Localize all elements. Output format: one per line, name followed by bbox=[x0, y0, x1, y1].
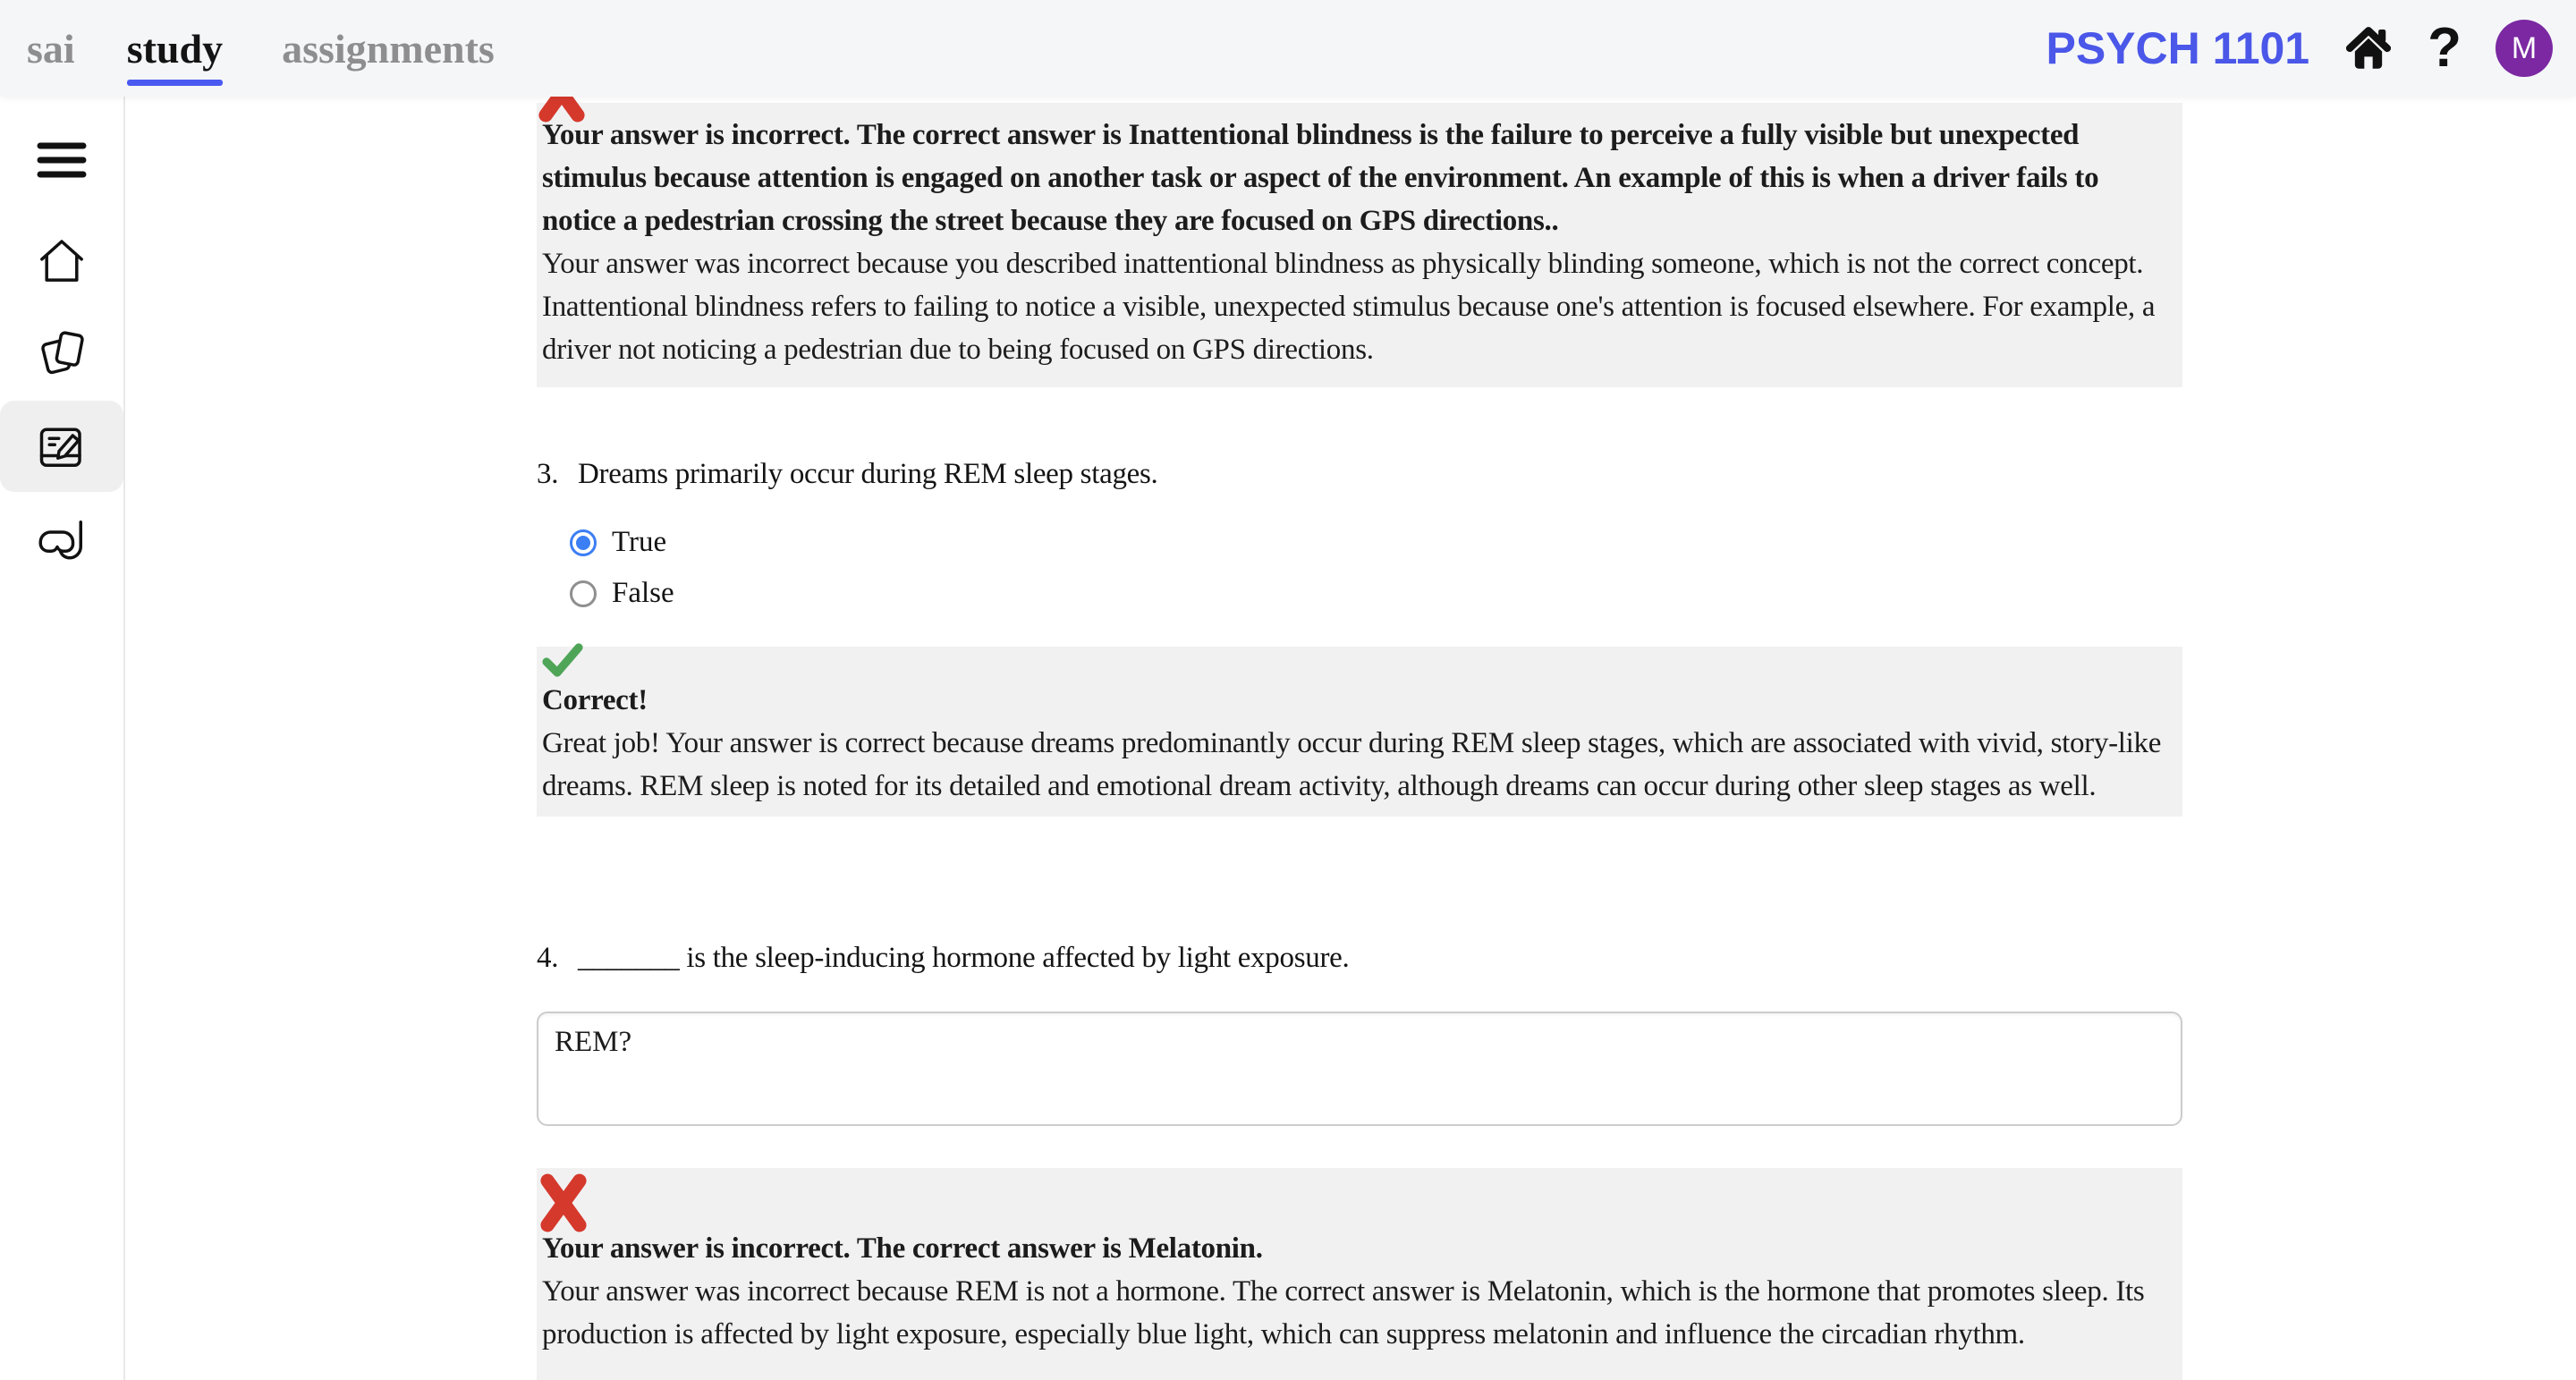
question-4-number: 4. bbox=[537, 942, 559, 974]
feedback-q3-explanation: Great job! Your answer is correct because dreams predominantly occur during REM sleep stages, which are associated with vivid, story-like dreams. REM sleep is noted for its detailed and emotional dream activity, although dreams can occur during other sleep stages as well. bbox=[542, 727, 2162, 802]
feedback-incorrect-q2 bbox=[537, 103, 2182, 387]
tab-study-label: study bbox=[126, 25, 224, 72]
active-tab-underline bbox=[127, 80, 223, 86]
feedback-correct-q3 bbox=[537, 647, 2182, 817]
incorrect-x-icon bbox=[537, 97, 587, 123]
home-icon[interactable] bbox=[2343, 25, 2394, 72]
course-title: PSYCH 1101 bbox=[2046, 23, 2310, 73]
question-3-text: Dreams primarily occur during REM sleep stages. bbox=[578, 458, 1158, 490]
correct-check-icon bbox=[541, 643, 584, 679]
feedback-q4-correct-answer: Your answer is incorrect. The correct answer is Melatonin. bbox=[542, 1232, 1263, 1265]
flashcards-icon bbox=[35, 326, 89, 377]
option-true[interactable] bbox=[570, 526, 666, 559]
sidebar-item-flashcards[interactable] bbox=[0, 320, 123, 383]
option-false[interactable] bbox=[570, 577, 674, 610]
topbar bbox=[0, 0, 2576, 97]
sidebar bbox=[0, 97, 125, 1380]
sidebar-item-quiz[interactable] bbox=[0, 415, 123, 478]
question-3-number: 3. bbox=[537, 458, 559, 490]
feedback-q2-correct-answer: Your answer is incorrect. The correct answer is Inattentional blindness is the failure to perceive a fully visible but unexpected stimulus because attention is engaged on another task or aspect of the environment. An example of this is when a driver fails to notice a pedestrian crossing the street because they are focused on GPS directions.. bbox=[542, 119, 2099, 237]
avatar-initial: M bbox=[2511, 30, 2538, 65]
topbar-right-group bbox=[2046, 17, 2553, 79]
question-3 bbox=[537, 458, 1157, 491]
radio-false[interactable] bbox=[570, 580, 597, 607]
tab-study[interactable] bbox=[127, 0, 223, 97]
tab-assignments[interactable] bbox=[282, 0, 495, 97]
feedback-q3-title: Correct! bbox=[542, 684, 648, 716]
answer-input-q4[interactable] bbox=[537, 1012, 2182, 1126]
menu-icon bbox=[33, 136, 90, 184]
incorrect-x-icon bbox=[538, 1173, 589, 1232]
option-true-label: True bbox=[612, 526, 667, 558]
dive-mask-icon bbox=[35, 516, 89, 566]
tab-assignments-label: assignments bbox=[282, 25, 495, 72]
sidebar-item-home[interactable] bbox=[0, 229, 123, 292]
feedback-q2-explanation: Your answer was incorrect because you described inattentional blindness as physically blinding someone, which is not the correct concept. Inattentional blindness refers to failing to notice a visible, unexpected stimulus because one's attention is focused elsewhere. For example, a driver not noticing a pedestrian due to being focused on GPS directions. bbox=[542, 248, 2156, 366]
question-4 bbox=[537, 942, 1349, 975]
question-4-text: _______ is the sleep-inducing hormone affected by light exposure. bbox=[578, 942, 1350, 974]
help-icon[interactable] bbox=[2428, 17, 2462, 79]
avatar[interactable] bbox=[2496, 20, 2553, 77]
feedback-q4-explanation: Your answer was incorrect because REM is not a hormone. The correct answer is Melatonin, which is the hormone that promotes sleep. Its production is affected by light exposure, especially blue light, which can suppress melatonin and influence the circadian rhythm. bbox=[542, 1275, 2145, 1350]
quiz-scroll-area[interactable] bbox=[123, 97, 2576, 1380]
radio-true[interactable] bbox=[570, 529, 597, 556]
help-glyph: ? bbox=[2428, 17, 2462, 79]
app-logo[interactable]: sai bbox=[27, 25, 75, 72]
quiz-icon bbox=[35, 421, 89, 471]
option-false-label: False bbox=[612, 577, 674, 609]
sidebar-item-dive[interactable] bbox=[0, 510, 123, 572]
feedback-incorrect-q4 bbox=[537, 1168, 2182, 1380]
home-outline-icon bbox=[37, 237, 87, 284]
sidebar-menu-button[interactable] bbox=[0, 129, 123, 191]
